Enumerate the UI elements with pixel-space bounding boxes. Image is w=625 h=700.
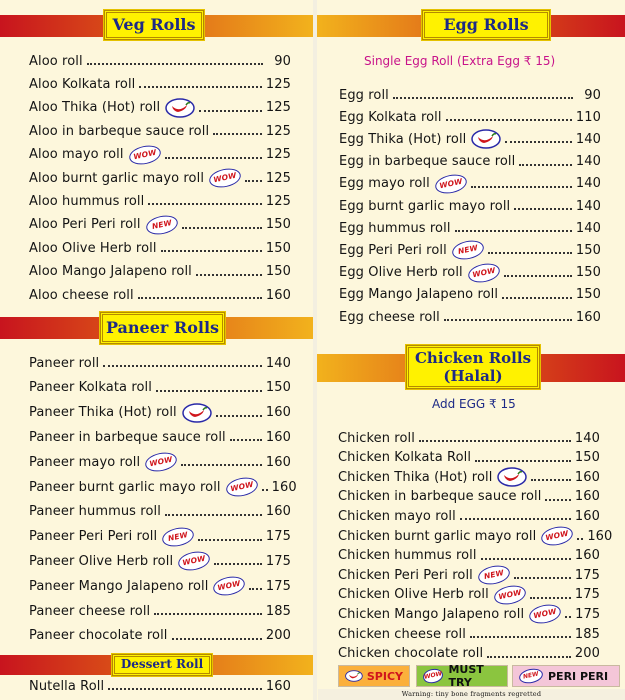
menu-item-name: Egg roll [339,87,389,103]
chicken-rolls-subtitle: Add EGG ₹ 15 [432,397,516,411]
legend-spicy-label: SPICY [366,669,403,683]
menu-item-name: Chicken hummus roll [338,548,477,564]
wow-badge-icon: WOW [224,475,259,499]
menu-item-name: Chicken cheese roll [338,626,466,642]
dot-leader [531,469,570,481]
menu-item-name: Aloo Peri Peri roll [29,217,141,233]
egg-rolls-heading: Egg Rolls [422,10,550,40]
dot-leader [446,109,572,121]
chicken-rolls-title: Chicken Rolls [414,349,532,367]
menu-item [338,448,600,468]
menu-item-price: 150 [574,450,600,466]
menu-item [339,152,601,172]
chili-icon [182,403,212,423]
menu-item [339,85,601,105]
menu-item-name: Egg Mango Jalapeno roll [339,287,499,303]
dot-leader [108,678,262,690]
menu-item-price: 175 [265,529,291,545]
menu-item-name: Egg mayo roll [339,176,430,192]
menu-item-name: Chicken Thika (Hot) roll [338,469,493,485]
dot-leader [393,87,573,99]
chicken-rolls-heading [406,345,540,389]
menu-item [29,427,291,447]
menu-item-price: 125 [265,123,291,139]
menu-item-name: Paneer cheese roll [29,603,151,619]
menu-item [29,262,291,282]
veg-rolls-heading: Veg Rolls [104,10,204,40]
menu-item-name: Chicken burnt garlic mayo roll [338,528,537,544]
menu-item-price: 150 [265,240,291,256]
dot-leader [198,529,262,541]
dot-leader [161,240,262,252]
menu-item-name: Chicken roll [338,430,415,446]
menu-item-name: Egg hummus roll [339,220,451,236]
menu-item-price: 160 [587,528,613,544]
menu-item [29,403,291,423]
menu-item [338,585,600,605]
dot-leader [245,170,262,182]
chicken-rolls-halal: (Halal) [443,367,503,385]
menu-item [338,644,600,664]
dot-leader [419,430,571,442]
dot-leader [213,123,262,135]
menu-item [29,452,291,472]
menu-item-name: Egg Olive Herb roll [339,265,463,281]
menu-item [29,285,291,305]
menu-item [339,263,601,283]
menu-item-price: 125 [265,193,291,209]
menu-item-price: 140 [575,176,601,192]
chili-icon [471,129,501,149]
dot-leader [444,309,572,321]
dot-leader [216,405,262,417]
menu-item-name: Chicken Kolkata Roll [338,450,472,466]
menu-item [338,604,600,624]
menu-item-name: Aloo cheese roll [29,287,134,303]
menu-item-name: Egg cheese roll [339,309,440,325]
dot-leader [249,578,261,590]
menu-item [29,576,291,596]
menu-item [29,601,291,621]
dot-leader [470,626,571,638]
menu-item [339,129,601,149]
legend-must-try [416,665,508,687]
menu-item [338,546,600,566]
menu-item-price: 140 [574,430,600,446]
menu-item [29,145,291,165]
new-badge-icon: NEW [518,667,544,686]
menu-item [338,526,613,546]
new-badge-icon: NEW [476,563,511,587]
dot-leader [514,567,571,579]
menu-item-price: 175 [265,578,291,594]
menu-item-price: 160 [574,508,600,524]
menu-item-price: 160 [265,678,291,694]
menu-item-name: Paneer burnt garlic mayo roll [29,479,221,495]
dot-leader [565,606,571,618]
menu-item [29,168,291,188]
wow-badge-icon: WOW [208,166,243,190]
dot-leader [262,479,268,491]
menu-item-price: 160 [575,309,601,325]
menu-item-price: 125 [265,100,291,116]
menu-item-name: Egg in barbeque sauce roll [339,154,516,170]
legend-spicy [338,665,410,687]
dot-leader [488,242,572,254]
menu-item-name: Aloo Thika (Hot) roll [29,100,161,116]
dot-leader [505,131,571,143]
menu-item-name: Paneer mayo roll [29,454,141,470]
menu-item-price: 175 [574,567,600,583]
dot-leader [182,217,262,229]
menu-item-price: 125 [265,76,291,92]
menu-item-price: 175 [265,553,291,569]
menu-item-price: 160 [574,548,600,564]
menu-item [339,174,601,194]
menu-item-price: 150 [575,287,601,303]
menu-item-price: 175 [574,587,600,603]
dot-leader [504,265,572,277]
new-badge-icon: NEW [161,524,196,548]
wow-badge-icon: WOW [466,260,501,284]
menu-item [29,191,291,211]
wow-badge-icon: WOW [127,142,162,166]
menu-item-price: 160 [574,469,600,485]
menu-item [29,98,291,118]
menu-item-name: Aloo Olive Herb roll [29,240,157,256]
menu-item [338,428,600,448]
menu-item-price: 185 [265,603,291,619]
menu-item-name: Aloo burnt garlic mayo roll [29,170,205,186]
wow-badge-icon: WOW [422,667,445,685]
menu-item [339,107,601,127]
menu-item-name: Egg burnt garlic mayo roll [339,198,511,214]
menu-item-price: 140 [575,154,601,170]
menu-item-name: Paneer hummus roll [29,504,161,520]
legend-peri-peri [512,665,620,687]
menu-item-price: 150 [265,380,291,396]
menu-item-name: Aloo mayo roll [29,147,124,163]
menu-item [29,74,291,94]
dot-leader [230,429,262,441]
dot-leader [165,504,262,516]
menu-item-price: 140 [575,198,601,214]
menu-item-price: 140 [575,131,601,147]
menu-item-price: 160 [265,429,291,445]
menu-item [29,378,291,398]
menu-item [339,240,601,260]
menu-item-price: 175 [575,606,601,622]
menu-item-name: Paneer chocolate roll [29,628,168,644]
menu-item [339,196,601,216]
menu-item-name: Paneer Peri Peri roll [29,529,158,545]
menu-item-price: 200 [265,628,291,644]
menu-item-price: 140 [265,355,291,371]
dot-leader [148,193,262,205]
menu-item [29,676,291,696]
legend-peri-peri-label: PERI PERI [548,669,609,683]
wow-badge-icon: WOW [177,549,212,573]
menu-item-price: 160 [271,479,297,495]
paneer-rolls-heading: Paneer Rolls [100,312,225,344]
wow-badge-icon: WOW [144,450,179,474]
dot-leader [154,603,262,615]
menu-item-name: Egg Peri Peri roll [339,242,447,258]
menu-item [339,307,601,327]
menu-item-name: Paneer Olive Herb roll [29,553,174,569]
menu-item-price: 150 [265,217,291,233]
menu-item-name: Chicken Peri Peri roll [338,567,473,583]
chili-icon [165,98,195,118]
wow-badge-icon: WOW [528,602,563,626]
new-badge-icon: NEW [450,238,485,262]
menu-item-price: 160 [265,504,291,520]
menu-item-name: Chicken mayo roll [338,508,456,524]
menu-item-price: 90 [274,53,291,69]
dot-leader [530,587,571,599]
wow-badge-icon: WOW [433,172,468,196]
dot-leader [502,287,572,299]
menu-item [29,353,291,373]
menu-item [29,527,291,547]
menu-item [29,238,291,258]
menu-item-name: Paneer roll [29,355,100,371]
menu-item-price: 150 [265,264,291,280]
menu-item-name: Chicken chocolate roll [338,646,484,662]
menu-item-name: Paneer Thika (Hot) roll [29,405,177,421]
menu-item-price: 160 [265,454,291,470]
menu-item [338,487,600,507]
menu-item [29,551,291,571]
menu-item-price: 90 [584,87,601,103]
dot-leader [199,100,262,112]
menu-item [29,626,291,646]
dot-leader [181,454,262,466]
new-badge-icon: NEW [144,213,179,237]
menu-item-name: Aloo in barbeque sauce roll [29,123,210,139]
wow-badge-icon: WOW [492,583,527,607]
wow-badge-icon: WOW [540,524,575,548]
menu-item-name: Chicken Mango Jalapeno roll [338,606,525,622]
menu-item [29,477,297,497]
menu-item-price: 150 [575,265,601,281]
dot-leader [156,380,262,392]
column-divider [313,0,317,700]
menu-item-price: 160 [574,489,600,505]
dot-leader [103,355,262,367]
egg-rolls-subtitle: Single Egg Roll (Extra Egg ₹ 15) [364,54,556,68]
menu-item [339,285,601,305]
menu-item-price: 160 [265,405,291,421]
dot-leader [514,198,572,210]
menu-item-price: 185 [574,626,600,642]
dot-leader [455,220,572,232]
menu-item-name: Paneer Kolkata roll [29,380,152,396]
menu-item [29,215,291,235]
menu-item-price: 150 [575,242,601,258]
menu-item-name: Aloo Kolkata roll [29,76,136,92]
menu-item [29,51,291,71]
dot-leader [165,147,262,159]
menu-item-name: Chicken Olive Herb roll [338,587,489,603]
chili-icon [497,467,527,487]
dot-leader [214,553,262,565]
legend-must-try-label: MUST TRY [448,663,484,689]
dot-leader [139,76,261,88]
menu-item-price: 110 [575,109,601,125]
menu-item-name: Egg Thika (Hot) roll [339,131,467,147]
menu-item-price: 200 [574,646,600,662]
dot-leader [138,287,262,299]
menu-item-name: Chicken in barbeque sauce roll [338,489,542,505]
menu-item-name: Paneer in barbeque sauce roll [29,429,226,445]
dot-leader [487,646,571,658]
dot-leader [196,264,262,276]
menu-item-name: Aloo hummus roll [29,193,145,209]
dot-leader [577,528,583,540]
dot-leader [460,508,571,520]
menu-item-price: 125 [265,170,291,186]
dot-leader [475,450,571,462]
menu-item-price: 125 [265,147,291,163]
dot-leader [481,548,571,560]
menu-item-name: Nutella Roll [29,678,105,694]
menu-item [338,506,600,526]
menu-item-price: 140 [575,220,601,236]
dot-leader [545,489,570,501]
menu-item [338,467,600,487]
menu-item [339,218,601,238]
bone-fragment-warning: Warning: tiny bone fragments regretted [318,689,625,700]
menu-item-price: 160 [265,287,291,303]
dot-leader [87,53,263,65]
menu-item-name: Egg Kolkata roll [339,109,442,125]
menu-item [29,502,291,522]
chili-icon [345,668,363,684]
menu-item [338,565,600,585]
menu-item [29,121,291,141]
dot-leader [172,628,262,640]
dot-leader [519,154,572,166]
dot-leader [471,176,572,188]
menu-item [338,624,600,644]
dessert-roll-heading: Dessert Roll [112,654,212,676]
menu-item-name: Aloo roll [29,53,83,69]
menu-item-name: Paneer Mango Jalapeno roll [29,578,209,594]
wow-badge-icon: WOW [212,574,247,598]
menu-item-name: Aloo Mango Jalapeno roll [29,264,192,280]
